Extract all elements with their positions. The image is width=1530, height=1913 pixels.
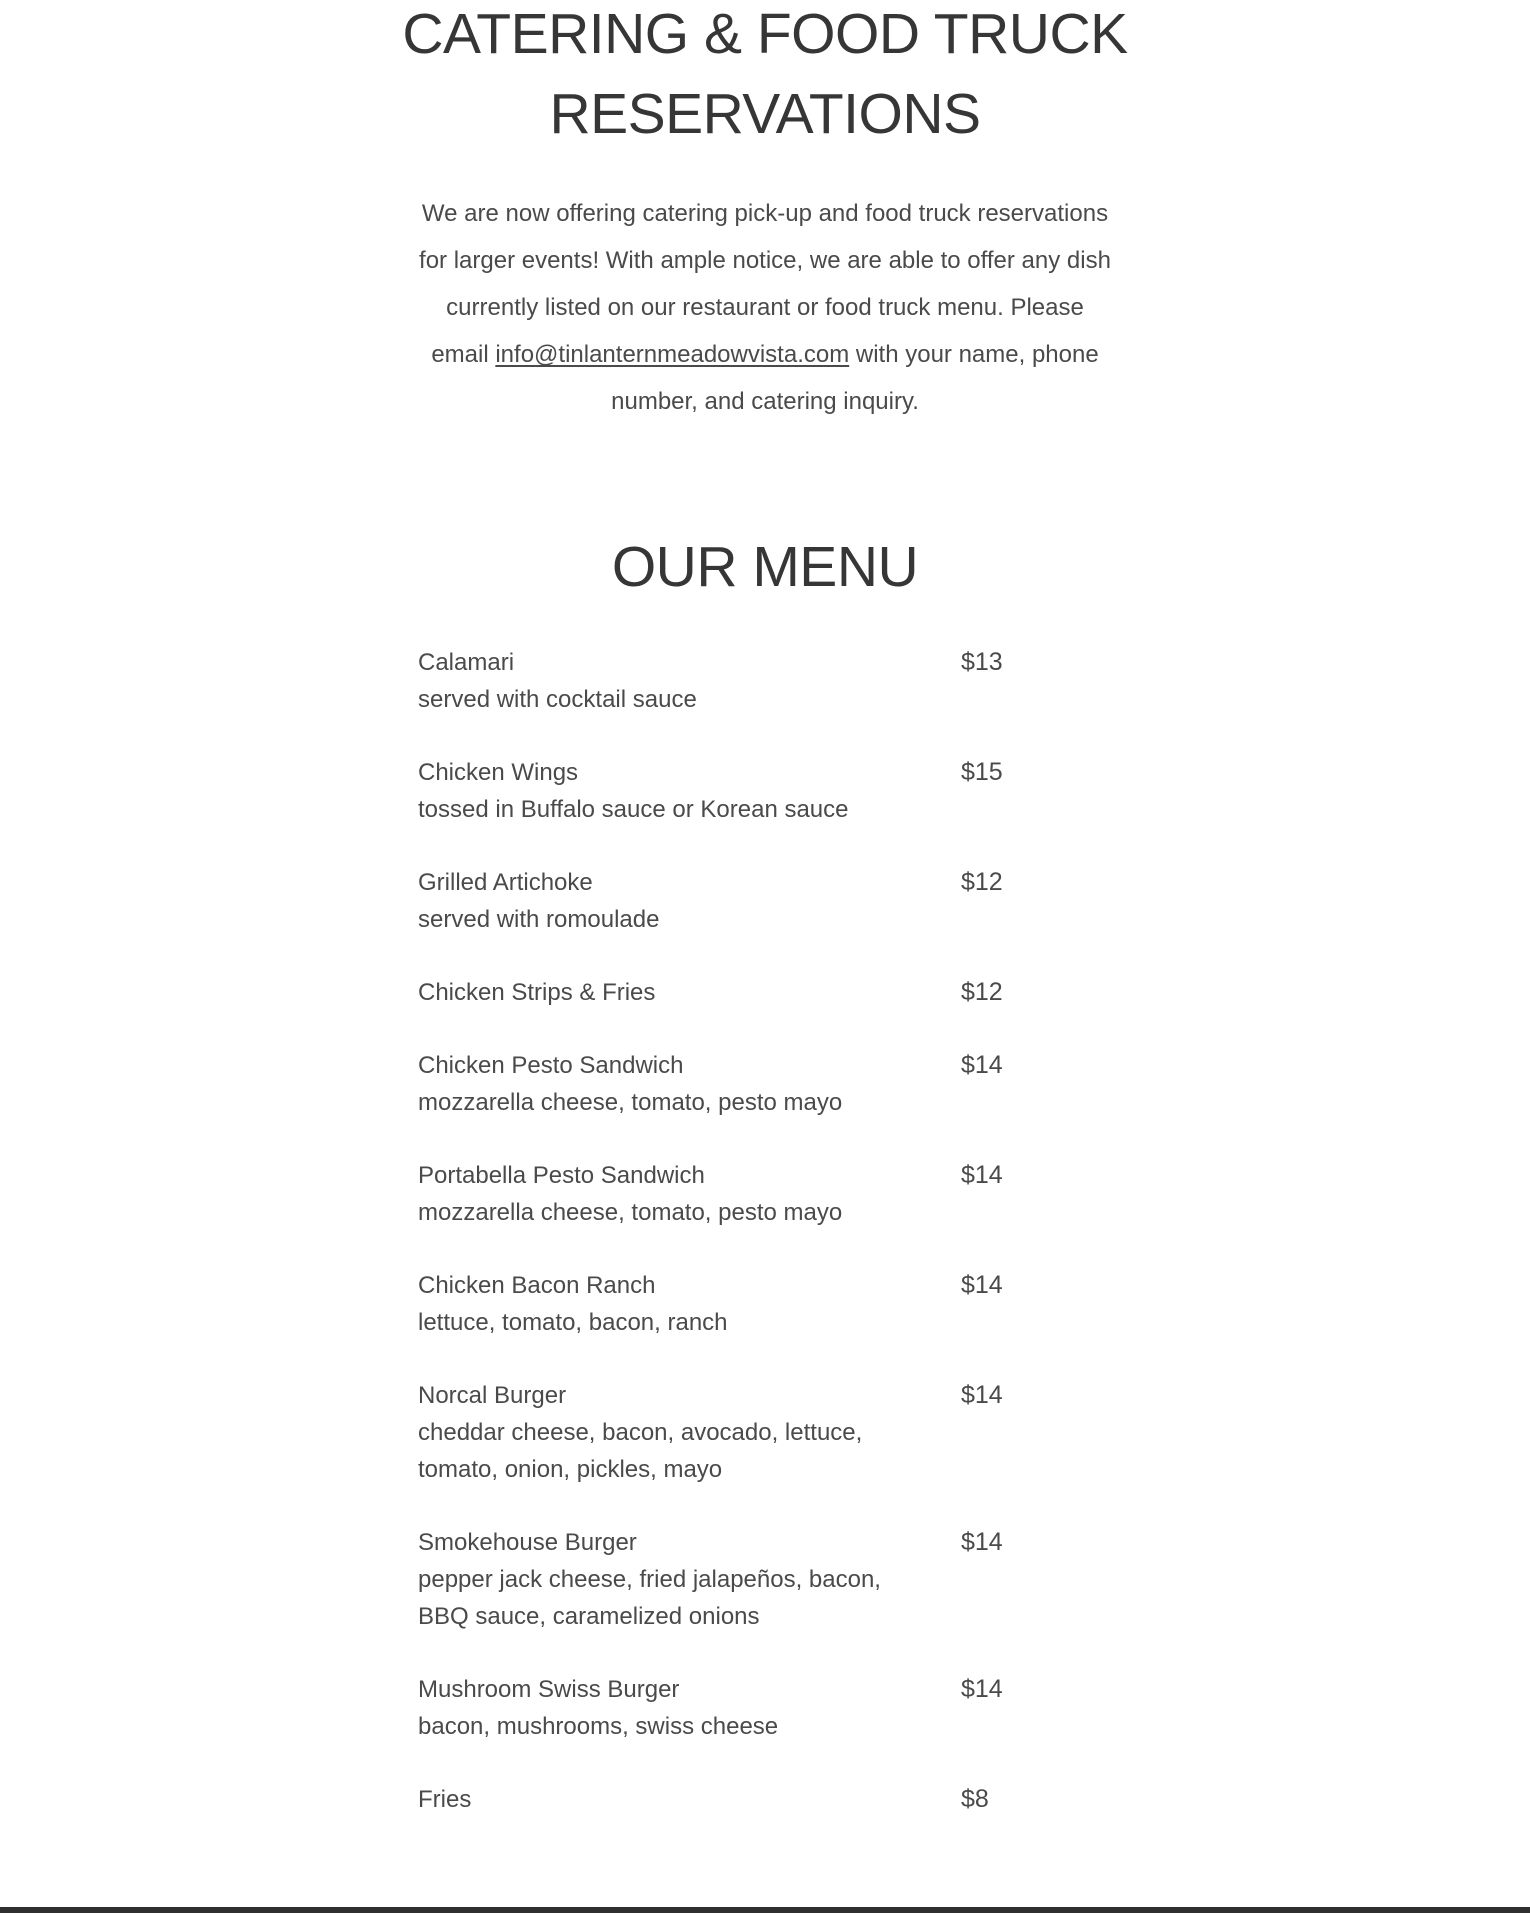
menu-item xyxy=(418,1781,1018,1818)
menu-item xyxy=(418,1267,1018,1341)
menu-item-price: $14 xyxy=(961,1528,1003,1556)
menu-item-name: Portabella Pesto Sandwich xyxy=(418,1162,705,1189)
page-title-line1: CATERING & FOOD TRUCK xyxy=(402,2,1128,66)
menu-item-name: Norcal Burger xyxy=(418,1382,567,1409)
menu-item-price: $15 xyxy=(961,758,1003,786)
menu-item-description: tossed in Buffalo sauce or Korean sauce xyxy=(418,796,849,823)
menu-item-price: $13 xyxy=(961,648,1003,676)
menu-item-price: $14 xyxy=(961,1675,1003,1703)
intro-text-after: with your name, phone number, and catering inquiry. xyxy=(611,341,1099,415)
menu-item-description: served with romoulade xyxy=(418,906,660,933)
menu-item-price: $12 xyxy=(961,978,1003,1006)
intro-text-before: We are now offering catering pick-up and food truck reservations for larger events! With ample notice, we are able to offer any dish currently listed on our restaurant or food truck menu. Please email xyxy=(419,200,1111,368)
menu-title: OUR MENU xyxy=(611,535,919,599)
menu-item-name: Fries xyxy=(418,1786,472,1813)
menu-item-price: $14 xyxy=(961,1381,1003,1409)
menu-item xyxy=(418,754,1018,828)
email-link[interactable]: info@tinlanternmeadowvista.com xyxy=(495,341,850,368)
menu-item xyxy=(418,974,1018,1011)
menu-item xyxy=(418,1524,1018,1635)
menu-item xyxy=(418,1671,1018,1745)
menu-item-name: Chicken Strips & Fries xyxy=(418,979,656,1006)
menu-item-description: served with cocktail sauce xyxy=(418,686,697,713)
menu-item-description: cheddar cheese, bacon, avocado, lettuce, tomato, onion, pickles, mayo xyxy=(418,1419,863,1483)
menu-item-name: Mushroom Swiss Burger xyxy=(418,1676,680,1703)
menu-item-name: Grilled Artichoke xyxy=(418,869,593,896)
page-title xyxy=(380,0,1150,154)
menu-item-name: Chicken Pesto Sandwich xyxy=(418,1052,684,1079)
menu-item-description: bacon, mushrooms, swiss cheese xyxy=(418,1713,779,1740)
footer-bar xyxy=(0,1907,1530,1913)
menu-list xyxy=(418,644,1018,1854)
menu-item xyxy=(418,1157,1018,1231)
menu-item-name: Smokehouse Burger xyxy=(418,1529,637,1556)
menu-item xyxy=(418,1047,1018,1121)
menu-item-price: $8 xyxy=(961,1785,989,1813)
menu-item xyxy=(418,1377,1018,1488)
menu-item-description: mozzarella cheese, tomato, pesto mayo xyxy=(418,1089,843,1116)
menu-item-price: $14 xyxy=(961,1271,1003,1299)
menu-item-description: mozzarella cheese, tomato, pesto mayo xyxy=(418,1199,843,1226)
menu-item-price: $14 xyxy=(961,1051,1003,1079)
page-title-line2: RESERVATIONS xyxy=(549,82,981,146)
menu-item-price: $14 xyxy=(961,1161,1003,1189)
menu-item-description: pepper jack cheese, fried jalapeños, bacon, BBQ sauce, caramelized onions xyxy=(418,1566,881,1630)
menu-item-description: lettuce, tomato, bacon, ranch xyxy=(418,1309,728,1336)
menu-item-name: Calamari xyxy=(418,649,515,676)
menu-item xyxy=(418,644,1018,718)
intro-paragraph xyxy=(415,190,1115,425)
menu-item-name: Chicken Bacon Ranch xyxy=(418,1272,656,1299)
menu-item-name: Chicken Wings xyxy=(418,759,579,786)
menu-item-price: $12 xyxy=(961,868,1003,896)
menu-item xyxy=(418,864,1018,938)
